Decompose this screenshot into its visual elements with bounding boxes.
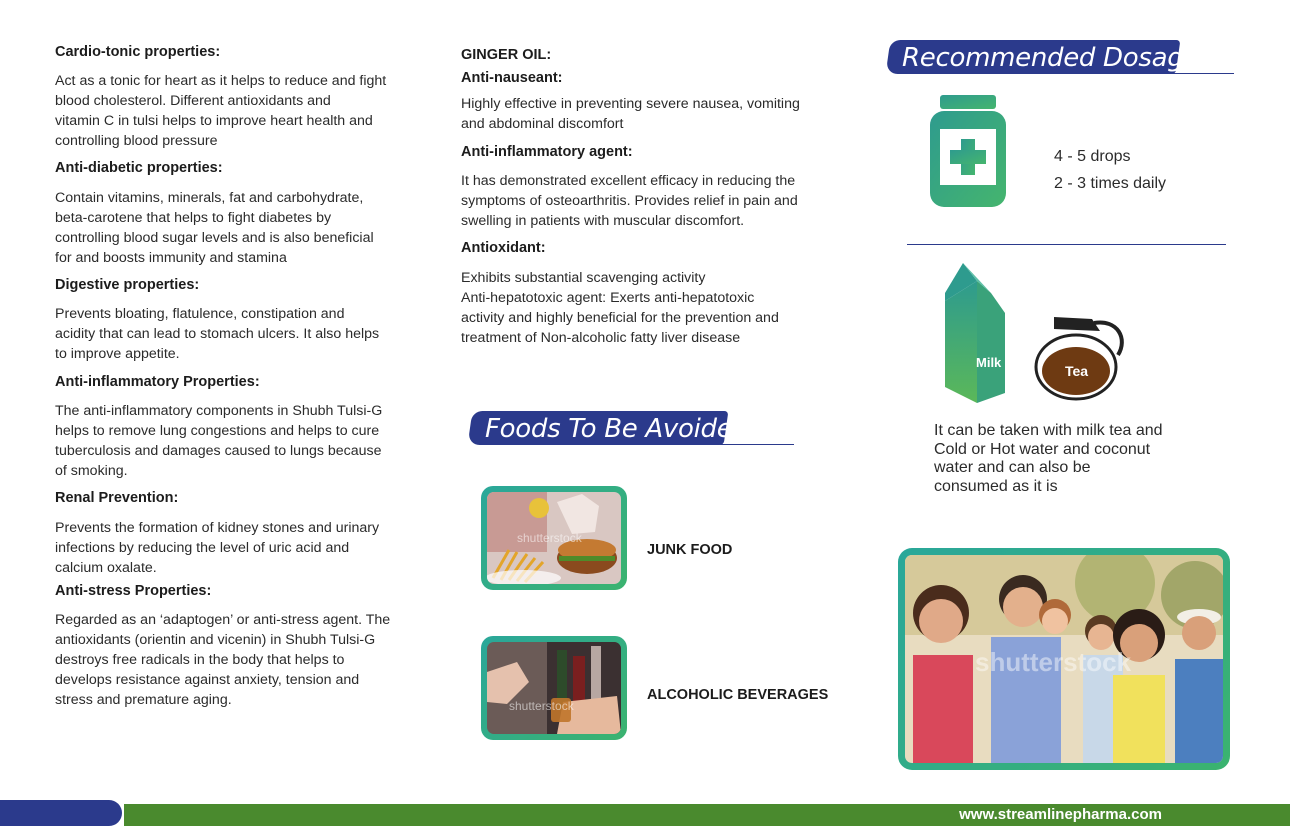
dosage-banner (888, 40, 1234, 74)
antioxidant-heading: Antioxidant: (461, 240, 546, 256)
cardio-heading: Cardio-tonic properties: (55, 44, 221, 60)
alcohol-label: ALCOHOLIC BEVERAGES (647, 687, 829, 703)
antistress-heading: Anti-stress Properties: (55, 583, 212, 599)
person-body (1175, 659, 1223, 763)
watermark-text: shutterstock (975, 647, 1132, 677)
text-line: acidity that can lead to stomach ulcers. It also helps (55, 326, 380, 342)
text-line: Act as a tonic for heart as it helps to reduce and fight (55, 73, 387, 89)
text-line: helps to remove lung congestions and helps to cure (55, 423, 380, 439)
text-line: infections by reducing the level of uric acid and (55, 540, 350, 556)
text-line: and abdominal discomfort (461, 116, 624, 132)
dosage-banner-title: Recommended Dosage: (902, 43, 1208, 73)
text-line: blood cholesterol. Different antioxidants and (55, 93, 331, 109)
person-body (1113, 675, 1165, 763)
antidiabetic-text (55, 188, 374, 268)
text-line: consumed as it is (934, 477, 1058, 495)
dosage-drops: 4 - 5 drops (1054, 148, 1131, 165)
dosage-frequency: 2 - 3 times daily (1054, 175, 1167, 192)
text-line: Prevents bloating, flatulence, constipation and (55, 306, 345, 322)
divider (907, 244, 1226, 245)
antistress-text (55, 610, 390, 710)
text-line: develops resistance against anxiety, tension and (55, 672, 360, 688)
text-line: symptoms of osteoarthritis. Provides relief in pain and (461, 193, 798, 209)
text-line: The anti-inflammatory components in Shubh Tulsi-G (55, 403, 383, 419)
antiinflammatory-agent-heading: Anti-inflammatory agent: (461, 144, 633, 160)
text-line: destroys free radicals in the body that helps to (55, 652, 345, 668)
alcohol-picture (487, 642, 621, 734)
text-line: Prevents the formation of kidney stones and urinary (55, 520, 380, 536)
text-line: to improve appetite. (55, 346, 180, 362)
renal-text (55, 518, 379, 578)
intake-text (934, 422, 1163, 496)
text-line: Highly effective in preventing severe nausea, vomiting (461, 96, 800, 112)
text-line: It can be taken with milk tea and (934, 422, 1163, 439)
antiinflammatory-agent-text (461, 171, 798, 231)
teapot-icon (1032, 315, 1126, 401)
person-head (1182, 616, 1216, 650)
digestive-text (55, 304, 379, 364)
banner-rule (1168, 73, 1234, 74)
junk-food-image (487, 492, 621, 584)
watermark-text: shutterstock (517, 531, 582, 545)
text-line: vitamin C in tulsi helps to improve heart health and (55, 113, 373, 129)
medicine-bottle-icon (928, 95, 1008, 209)
antinauseant-heading: Anti-nauseant: (461, 70, 563, 86)
alcohol-image (487, 642, 621, 734)
banner-rule (720, 444, 794, 445)
junk-food-picture (487, 492, 621, 584)
text-line: activity and highly beneficial for the prevention and (461, 310, 779, 326)
antiinflammatory-heading: Anti-inflammatory Properties: (55, 374, 260, 390)
watermark-text: shutterstock (509, 699, 574, 713)
family-photo-frame (898, 548, 1230, 770)
text-line: stress and premature aging. (55, 692, 232, 708)
digestive-heading: Digestive properties: (55, 277, 200, 293)
text-line: swelling in patients with muscular discomfort. (461, 213, 745, 229)
family-photo (905, 555, 1223, 763)
milk-carton-icon (943, 263, 1007, 405)
text-line: water and can also be (934, 459, 1091, 476)
junk-food-label: JUNK FOOD (647, 542, 733, 558)
text-line: calcium oxalate. (55, 560, 157, 576)
foods-banner-title: Foods To Be Avoided: (485, 414, 758, 444)
antinauseant-text (461, 94, 800, 134)
text-line: Anti-hepatotoxic agent: Exerts anti-hepatotoxic (461, 290, 755, 306)
person-body (913, 655, 973, 763)
family-picture (905, 555, 1223, 763)
text-line: antioxidants (orientin and vicenin) in Shubh Tulsi-G (55, 632, 376, 648)
antioxidant-text (461, 268, 779, 348)
text-line: It has demonstrated excellent efficacy in reducing the (461, 173, 796, 189)
junk-food-image-frame (481, 486, 627, 590)
foods-banner (470, 411, 795, 445)
antidiabetic-heading: Anti-diabetic properties: (55, 160, 223, 176)
text-line: tuberculosis and damages caused to lungs because (55, 443, 382, 459)
dosage-text (1054, 143, 1166, 197)
footer-blue-bar (0, 800, 122, 826)
lemon-shape (529, 498, 549, 518)
text-line: controlling blood sugar levels and is also beneficial (55, 230, 374, 246)
text-line: Cold or Hot water and coconut (934, 440, 1151, 458)
text-line: beta-carotene that helps to fight diabetes by (55, 210, 332, 226)
text-line: for and boosts immunity and stamina (55, 250, 287, 266)
text-line: controlling blood pressure (55, 133, 218, 149)
tea-label: Tea (1065, 363, 1089, 379)
renal-heading: Renal Prevention: (55, 490, 179, 506)
website-url[interactable]: www.streamlinepharma.com (959, 806, 1162, 823)
cardio-text (55, 71, 386, 151)
text-line: Regarded as an ‘adaptogen’ or anti-stress agent. The (55, 612, 391, 628)
ginger-oil-title: GINGER OIL: (461, 47, 552, 63)
text-line: treatment of Non-alcoholic fatty liver disease (461, 330, 741, 346)
antiinflammatory-text (55, 401, 382, 481)
text-line: of smoking. (55, 463, 128, 479)
alcohol-image-frame (481, 636, 627, 740)
milk-label: Milk (976, 355, 1002, 370)
text-line: Contain vitamins, minerals, fat and carbohydrate, (55, 190, 364, 206)
text-line: Exhibits substantial scavenging activity (461, 270, 706, 286)
